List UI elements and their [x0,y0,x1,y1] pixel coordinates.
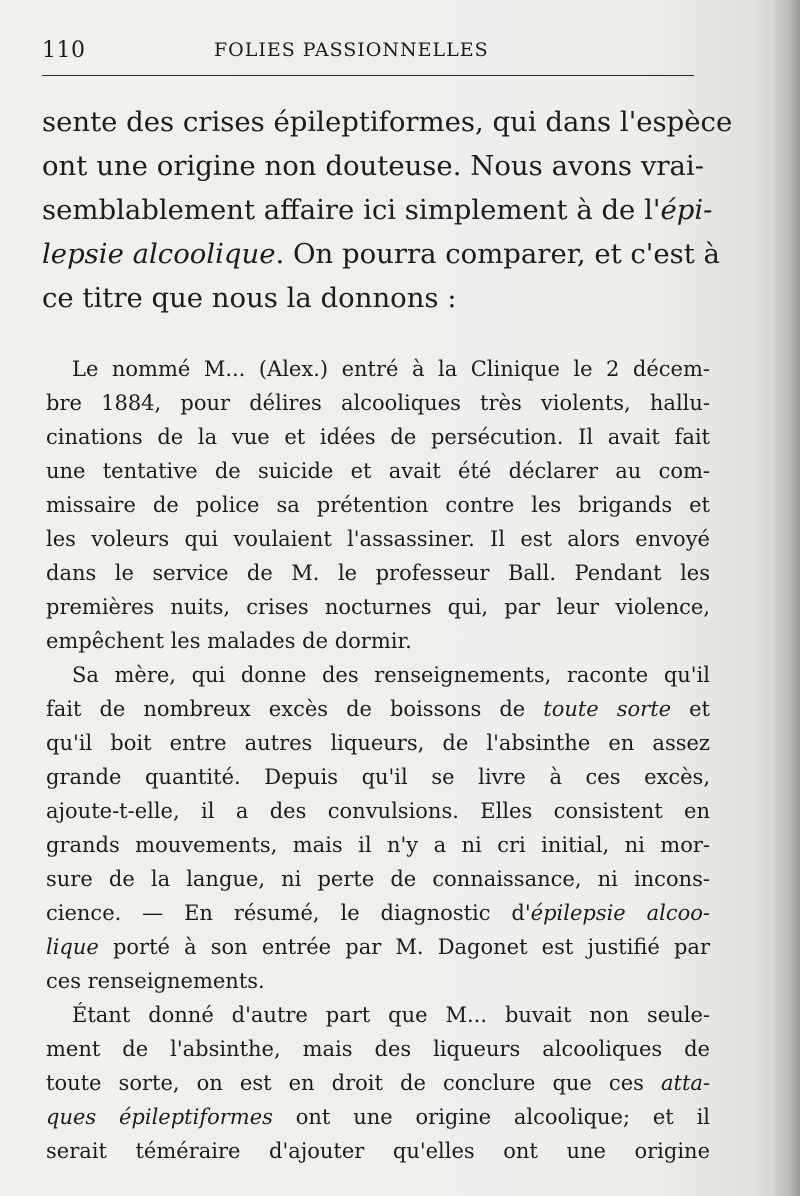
text-line: les voleurs qui voulaient l'assassiner. Il est alors envoyé [46,527,710,551]
text-line: ajoute-t-elle, il a des convulsions. Elles consistent en [46,799,710,823]
text-line: Étant donné d'autre part que M... buvait non seule- [72,1003,710,1027]
text-line: premières nuits, crises nocturnes qui, par leur violence, [46,595,710,619]
text-line: sure de la langue, ni perte de connaissance, ni incons- [46,867,710,891]
text-line: une tentative de suicide et avait été déclarer au com- [46,459,710,483]
text-line: Le nommé M... (Alex.) entré à la Clinique le 2 décem- [72,357,710,381]
text-line: dans le service de M. le professeur Ball. Pendant les [46,561,710,585]
text-line: grande quantité. Depuis qu'il se livre à ces excès, [46,765,710,789]
text-line: ces renseignements. [46,969,265,993]
text-line: sente des crises épileptiformes, qui dans l'espèce [42,106,733,138]
text-line: cience. — En résumé, le diagnostic d'épilepsie alcoo- [46,901,711,925]
text-line: ont une origine non douteuse. Nous avons vrai- [42,150,704,182]
text-line: ques épileptiformes ont une origine alcoolique; et il [46,1105,711,1129]
text-line: Sa mère, qui donne des renseignements, raconte qu'il [72,663,710,687]
text-line: bre 1884, pour délires alcooliques très violents, hallu- [46,391,710,415]
text-line: grands mouvements, mais il n'y a ni cri initial, ni mor- [46,833,710,857]
text-line: lique porté à son entrée par M. Dagonet est justifié par [46,935,710,959]
text-line: serait téméraire d'ajouter qu'elles ont une origine [46,1139,710,1163]
intro-paragraph [42,100,733,320]
text-line: lepsie alcoolique. On pourra comparer, et c'est à [42,238,720,270]
page-number: 110 [42,38,86,63]
text-line: toute sorte, on est en droit de conclure que ces atta- [46,1071,710,1095]
case-report [46,352,710,1168]
text-line: empêchent les malades de dormir. [46,629,412,653]
case-paragraph-2 [46,658,710,998]
text-line: cinations de la vue et idées de persécution. Il avait fait [46,425,710,449]
text-line: ce titre que nous la donnons : [42,282,457,314]
running-title: FOLIES PASSIONNELLES [214,39,489,61]
text-line: fait de nombreux excès de boissons de toute sorte et [46,697,711,721]
text-line: semblablement affaire ici simplement à de l'épi- [42,194,713,226]
text-line: qu'il boit entre autres liqueurs, de l'absinthe en assez [46,731,710,755]
page-header [0,36,800,66]
case-paragraph-1 [46,352,710,658]
page-edge-shadow [772,0,800,1196]
header-rule [42,75,694,76]
text-line: missaire de police sa prétention contre les brigands et [46,493,710,517]
text-line: ment de l'absinthe, mais des liqueurs alcooliques de [46,1037,710,1061]
case-paragraph-3 [46,998,710,1168]
